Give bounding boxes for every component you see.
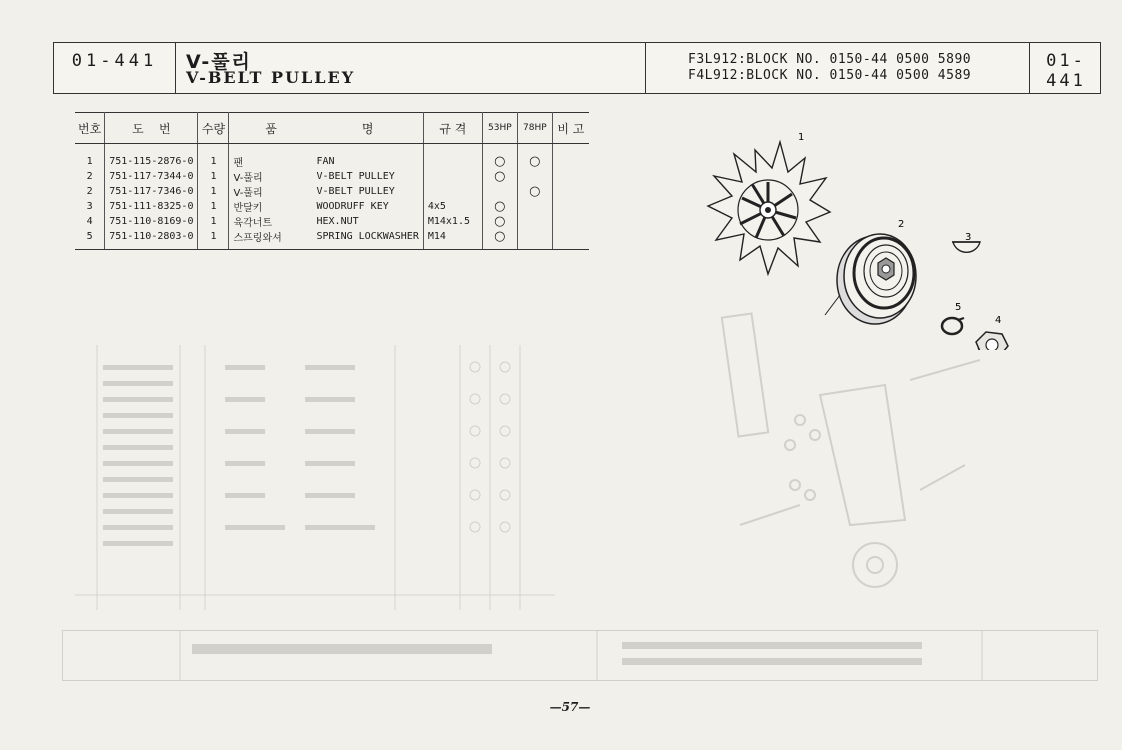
col-header-53hp: 53HP [482, 113, 517, 144]
col-header-name-en: 명 [312, 113, 423, 144]
bleed-through-header-ghost [62, 630, 1102, 685]
table-row: 1 751-115-2876-0 1 팬 FAN ○ ○ [75, 144, 589, 170]
table-row: 3 751-111-8325-0 1 반달키 WOODRUFF KEY 4x5 ○ [75, 199, 589, 214]
group-name-korean: V-풀리 [186, 51, 252, 73]
applies-53hp-mark: ○ [482, 199, 517, 214]
applies-53hp-mark: ○ [482, 214, 517, 229]
table-row: 2 751-117-7344-0 1 V-풀리 V-BELT PULLEY ○ [75, 169, 589, 184]
col-header-qty: 수량 [198, 113, 229, 144]
block-number-f4l912: F4L912:BLOCK NO. 0150-44 0500 4589 [688, 68, 972, 83]
fan-drawing [708, 142, 830, 274]
table-header-row [75, 113, 589, 144]
col-header-78hp: 78HP [517, 113, 552, 144]
group-code-left: 01-441 [54, 43, 176, 93]
table-row: 2 751-117-7346-0 1 V-풀리 V-BELT PULLEY ○ [75, 184, 589, 199]
hex-nut-drawing [976, 332, 1008, 350]
callout-4: 4 [995, 315, 1002, 326]
col-header-part-no: 도 번 [105, 113, 198, 144]
col-header-spec: 규 격 [423, 113, 482, 144]
parts-table [75, 112, 589, 250]
bleed-through-table-ghost [75, 345, 555, 615]
exploded-view-drawing [680, 120, 1040, 350]
part-group-name [176, 43, 646, 93]
applies-78hp-mark [517, 214, 552, 229]
block-numbers [646, 43, 1030, 93]
callout-5: 5 [955, 302, 962, 313]
v-belt-pulley-drawing [825, 234, 916, 324]
applies-53hp-mark [482, 184, 517, 199]
col-header-no: 번호 [75, 113, 105, 144]
callout-2: 2 [898, 219, 905, 230]
page-header [53, 42, 1101, 94]
applies-53hp-mark: ○ [482, 169, 517, 184]
applies-78hp-mark: ○ [517, 144, 552, 170]
page-number: —57— [549, 700, 591, 714]
applies-53hp-mark: ○ [482, 229, 517, 250]
group-name-english: V-BELT PULLEY [186, 68, 356, 87]
table-row: 5 751-110-2803-0 1 스프링와셔 SPRING LOCKWASHER M14 ○ [75, 229, 589, 250]
col-header-name-ko: 품 [229, 113, 313, 144]
callout-3: 3 [965, 232, 972, 243]
block-number-f3l912: F3L912:BLOCK NO. 0150-44 0500 5890 [688, 52, 972, 67]
applies-78hp-mark [517, 229, 552, 250]
applies-78hp-mark: ○ [517, 184, 552, 199]
callout-1: 1 [798, 132, 805, 143]
col-header-remarks: 비 고 [552, 113, 589, 144]
applies-53hp-mark: ○ [482, 144, 517, 170]
group-code-right: 01-441 [1046, 51, 1086, 91]
applies-78hp-mark [517, 199, 552, 214]
applies-78hp-mark [517, 169, 552, 184]
table-row: 4 751-110-8169-0 1 육각너트 HEX.NUT M14x1.5 ○ [75, 214, 589, 229]
woodruff-key-drawing [952, 242, 980, 252]
spring-lockwasher-drawing [942, 318, 964, 334]
